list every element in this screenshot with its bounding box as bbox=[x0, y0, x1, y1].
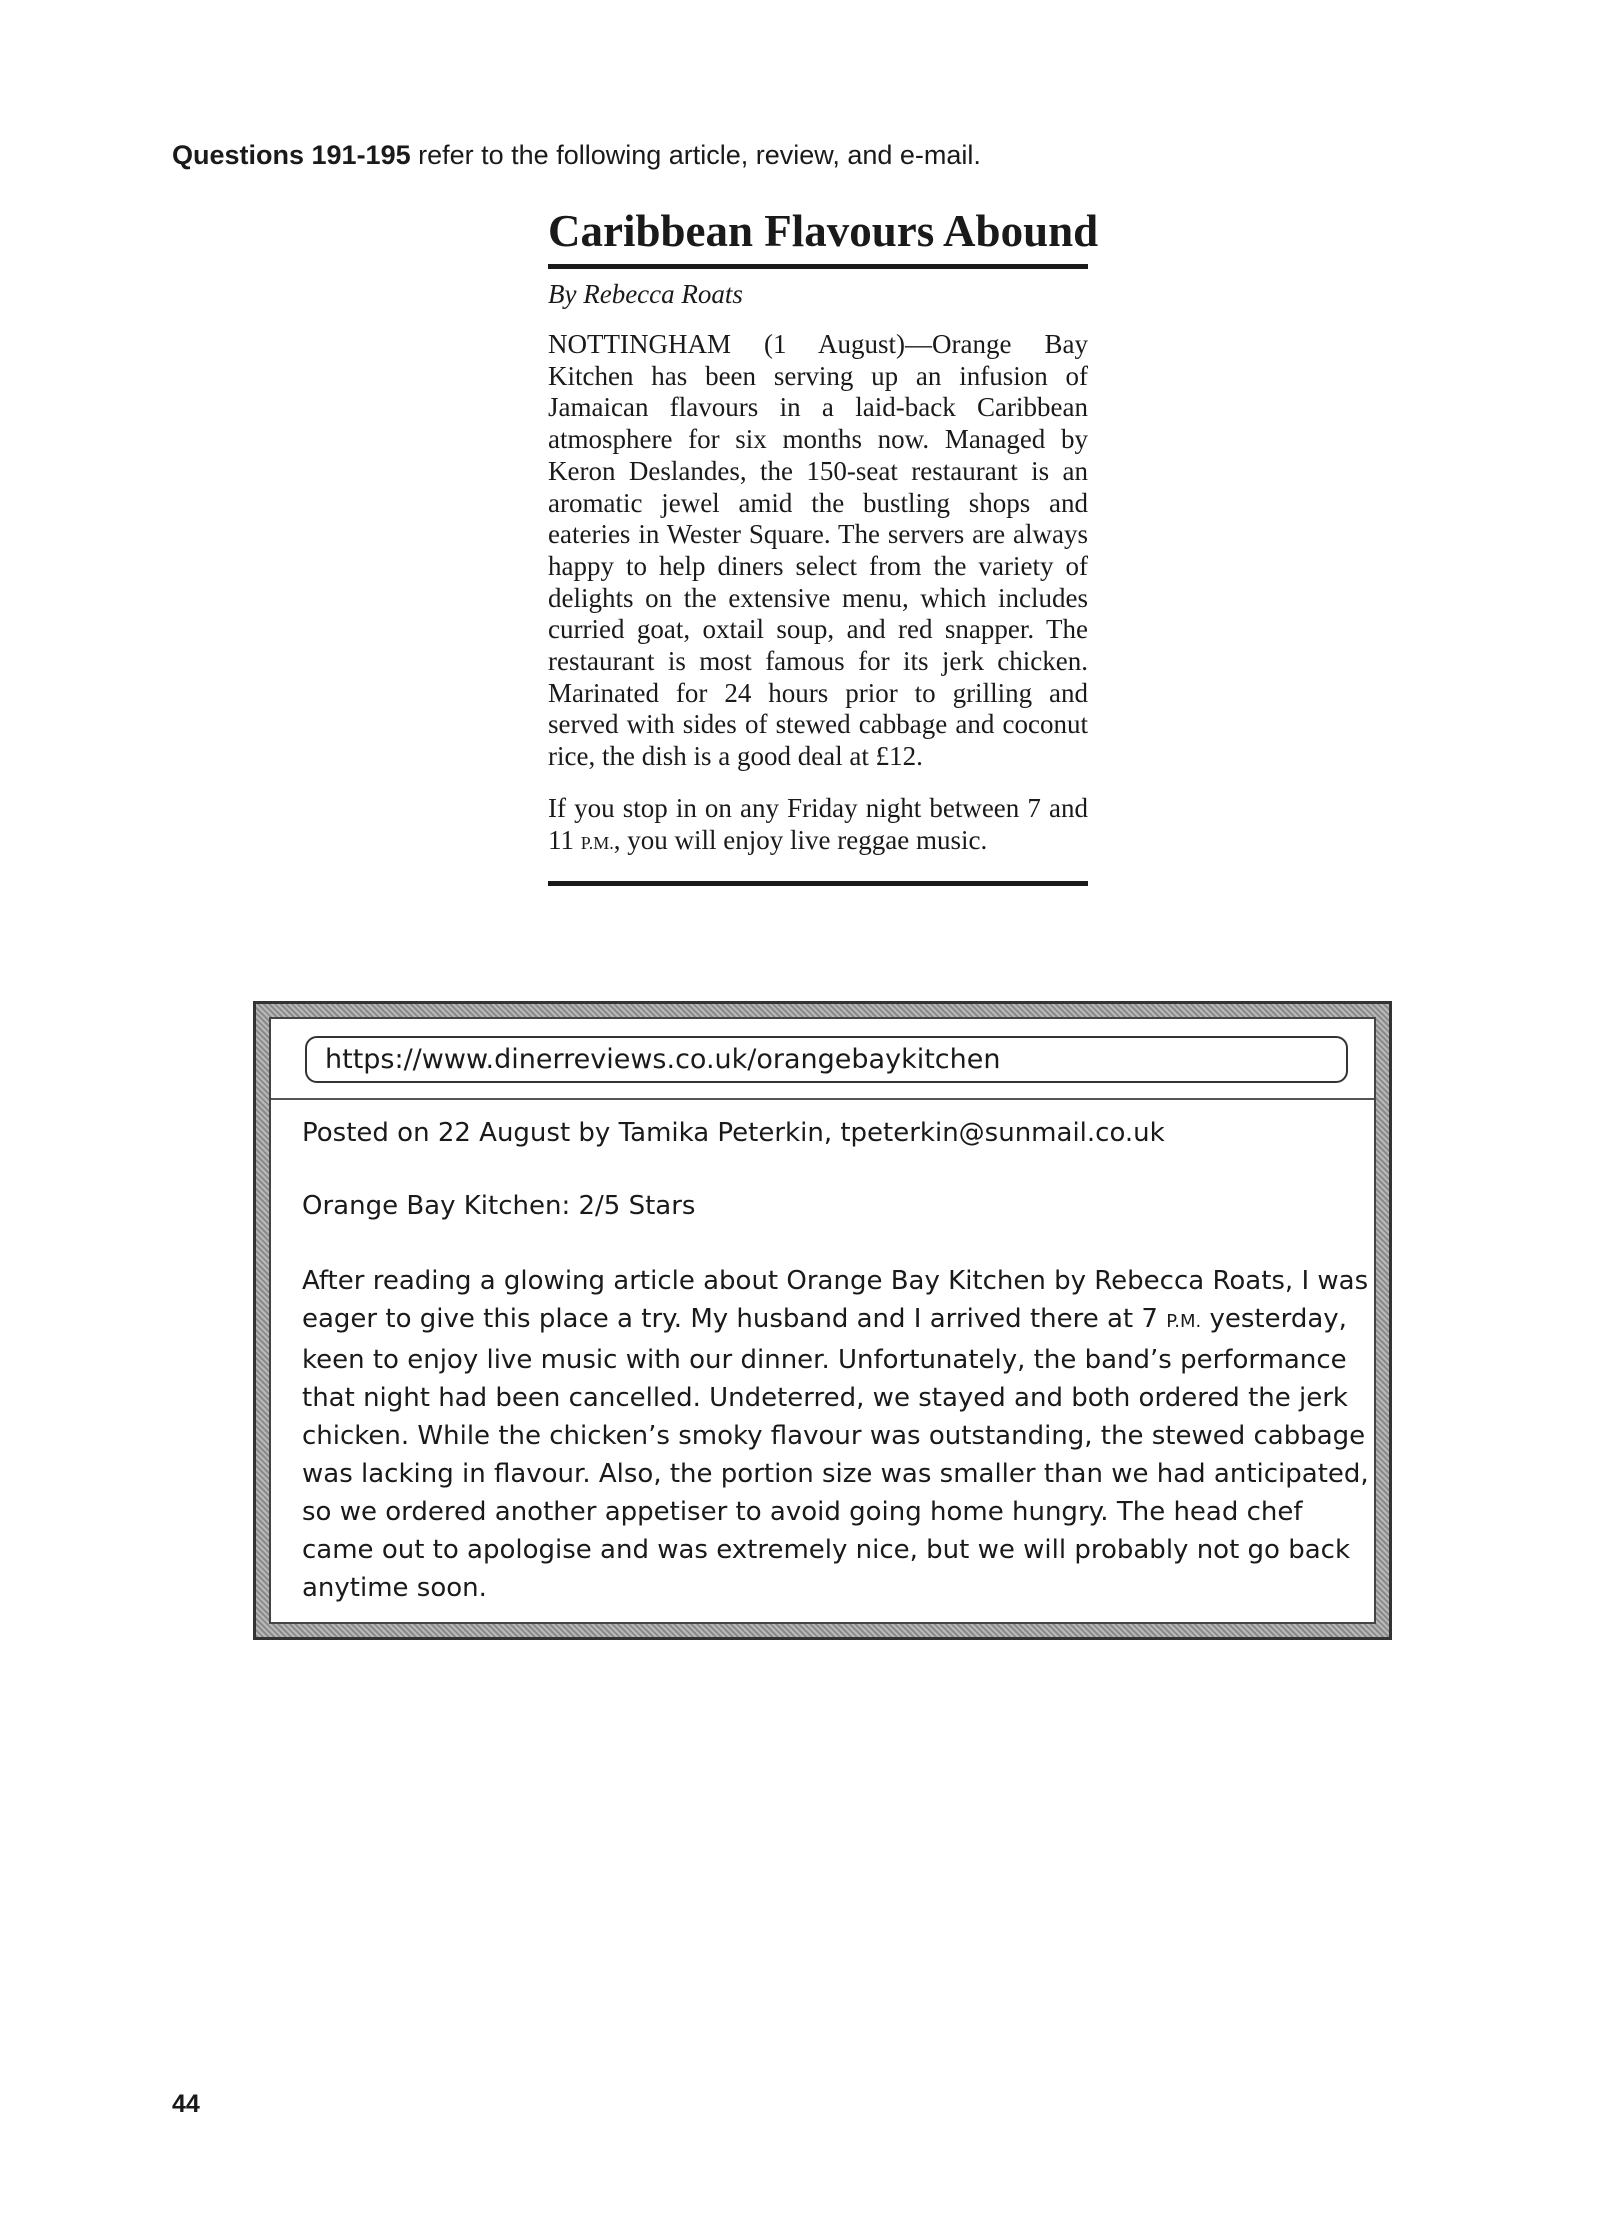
article-paragraph-1: NOTTINGHAM (1 August)—Orange Bay Kitchen has been serving up an infusion of Jamaican flavours in a laid-back Caribbean atmosphere for six months now. Managed by Keron Deslandes, the 150-seat restaurant is an aromatic jewel amid the bustling shops and eateries in Wester Square. The servers are always happy to help diners select from the variety of delights on the extensive menu, which includes curried goat, oxtail soup, and red snapper. The restaurant is most famous for its jerk chicken. Marinated for 24 hours prior to grilling and served with sides of stewed cabbage and coconut rice, the dish is a good deal at £12. bbox=[548, 329, 1088, 772]
paragraph-2-end: , you will enjoy live reggae music. bbox=[613, 824, 988, 855]
address-bar bbox=[271, 1019, 1374, 1100]
paragraph-2-start: If you stop in on any Friday night between 7 and 11 bbox=[548, 792, 1088, 855]
review-line: anytime soon. bbox=[302, 1573, 487, 1603]
review-line: keen to enjoy live music with our dinner. Unfortunately, the band’s performance bbox=[302, 1345, 1347, 1375]
article-byline: By Rebecca Roats bbox=[548, 279, 743, 309]
title-divider bbox=[548, 264, 1088, 269]
article-paragraph-2 bbox=[548, 793, 1088, 859]
review-posted-line: Posted on 22 August by Tamika Peterkin, tpeterkin@sunmail.co.uk bbox=[302, 1118, 1165, 1148]
review-line: so we ordered another appetiser to avoid going home hungry. The head chef bbox=[302, 1497, 1303, 1527]
header-instruction: refer to the following article, review, and e-mail. bbox=[410, 140, 981, 170]
pm-abbrev: P.M. bbox=[1166, 1311, 1202, 1332]
pm-abbrev: P.M. bbox=[580, 832, 614, 853]
article bbox=[548, 200, 1099, 886]
article-bottom-divider bbox=[548, 881, 1088, 886]
question-range: Questions 191-195 bbox=[172, 140, 411, 170]
page-number: 44 bbox=[172, 2090, 200, 2118]
url-field[interactable]: https://www.dinerreviews.co.uk/orangebaykitchen bbox=[305, 1036, 1348, 1083]
review-line: was lacking in flavour. Also, the portion size was smaller than we had anticipated, bbox=[302, 1459, 1369, 1489]
review-line-part: eager to give this place a try. My husband and I arrived there at 7 bbox=[302, 1304, 1167, 1334]
review-content bbox=[302, 1115, 1369, 1607]
review-line: chicken. While the chicken’s smoky flavour was outstanding, the stewed cabbage bbox=[302, 1421, 1366, 1451]
review-line: that night had been cancelled. Undeterred, we stayed and both ordered the jerk bbox=[302, 1383, 1348, 1413]
questions-header bbox=[172, 140, 981, 171]
review-line bbox=[302, 1300, 1350, 1341]
review-line-part: yesterday, bbox=[1201, 1304, 1347, 1334]
review-panel bbox=[269, 1017, 1376, 1624]
review-rating: Orange Bay Kitchen: 2/5 Stars bbox=[302, 1191, 696, 1221]
review-line: came out to apologise and was extremely nice, but we will probably not go back bbox=[302, 1535, 1350, 1565]
review-frame bbox=[253, 1001, 1392, 1640]
article-title: Caribbean Flavours Abound bbox=[548, 206, 1099, 256]
review-text bbox=[302, 1262, 1369, 1607]
review-line: After reading a glowing article about Orange Bay Kitchen by Rebecca Roats, I was bbox=[302, 1266, 1369, 1296]
